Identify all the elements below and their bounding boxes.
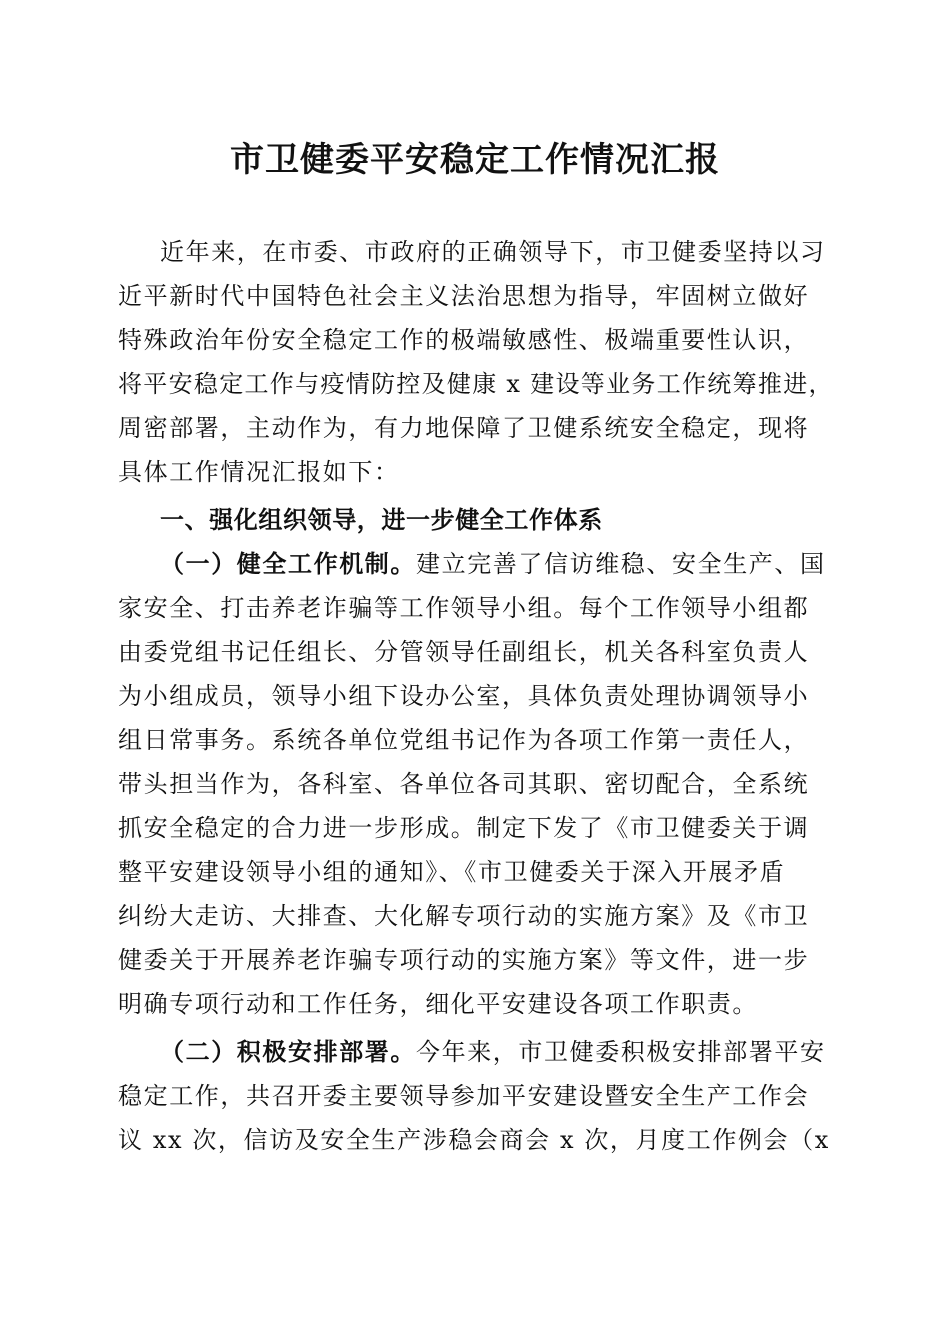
paragraph-subhead: （一）健全工作机制。: [160, 550, 416, 578]
paragraph-line: 健委关于开展养老诈骗专项行动的实施方案》等文件，进一步: [118, 946, 810, 974]
paragraph-line: 议 xx 次，信访及安全生产涉稳会商会 x 次，月度工作例会（x: [118, 1126, 830, 1154]
intro-line: 具体工作情况汇报如下：: [118, 458, 400, 486]
paragraph-line: 纠纷大走访、大排查、大化解专项行动的实施方案》及《市卫: [118, 902, 810, 930]
paragraph-line: 抓安全稳定的合力进一步形成。制定下发了《市卫健委关于调: [118, 814, 810, 842]
paragraph-text: 今年来，市卫健委积极安排部署平安: [416, 1038, 826, 1066]
intro-line: 将平安稳定工作与疫情防控及健康 x 建设等业务工作统筹推进，: [118, 370, 834, 398]
paragraph-text: 建立完善了信访维稳、安全生产、国: [416, 550, 826, 578]
paragraph-line: 由委党组书记任组长、分管领导任副组长，机关各科室负责人: [118, 638, 810, 666]
intro-line: 特殊政治年份安全稳定工作的极端敏感性、极端重要性认识，: [118, 326, 810, 354]
paragraph-line: 明确专项行动和工作任务，细化平安建设各项工作职责。: [118, 990, 758, 1018]
paragraph-line: 组日常事务。系统各单位党组书记作为各项工作第一责任人，: [118, 726, 810, 754]
paragraph-line: 带头担当作为，各科室、各单位各司其职、密切配合，全系统: [118, 770, 810, 798]
paragraph-first-line: [160, 548, 840, 580]
intro-line: 近年来，在市委、市政府的正确领导下，市卫健委坚持以习: [160, 238, 826, 266]
intro-line: 周密部署，主动作为，有力地保障了卫健系统安全稳定，现将: [118, 414, 810, 442]
paragraph-line: 整平安建设领导小组的通知》、《市卫健委关于深入开展矛盾: [118, 858, 786, 886]
paragraph-subhead: （二）积极安排部署。: [160, 1038, 416, 1066]
paragraph-line: 稳定工作，共召开委主要领导参加平安建设暨安全生产工作会: [118, 1082, 810, 1110]
paragraph-line: 为小组成员，领导小组下设办公室，具体负责处理协调领导小: [118, 682, 810, 710]
intro-line: 近平新时代中国特色社会主义法治思想为指导，牢固树立做好: [118, 282, 810, 310]
paragraph-first-line: [160, 1036, 840, 1068]
document-title: 市卫健委平安稳定工作情况汇报: [230, 140, 720, 180]
section-heading: 一、强化组织领导，进一步健全工作体系: [160, 506, 603, 534]
paragraph-line: 家安全、打击养老诈骗等工作领导小组。每个工作领导小组都: [118, 594, 810, 622]
